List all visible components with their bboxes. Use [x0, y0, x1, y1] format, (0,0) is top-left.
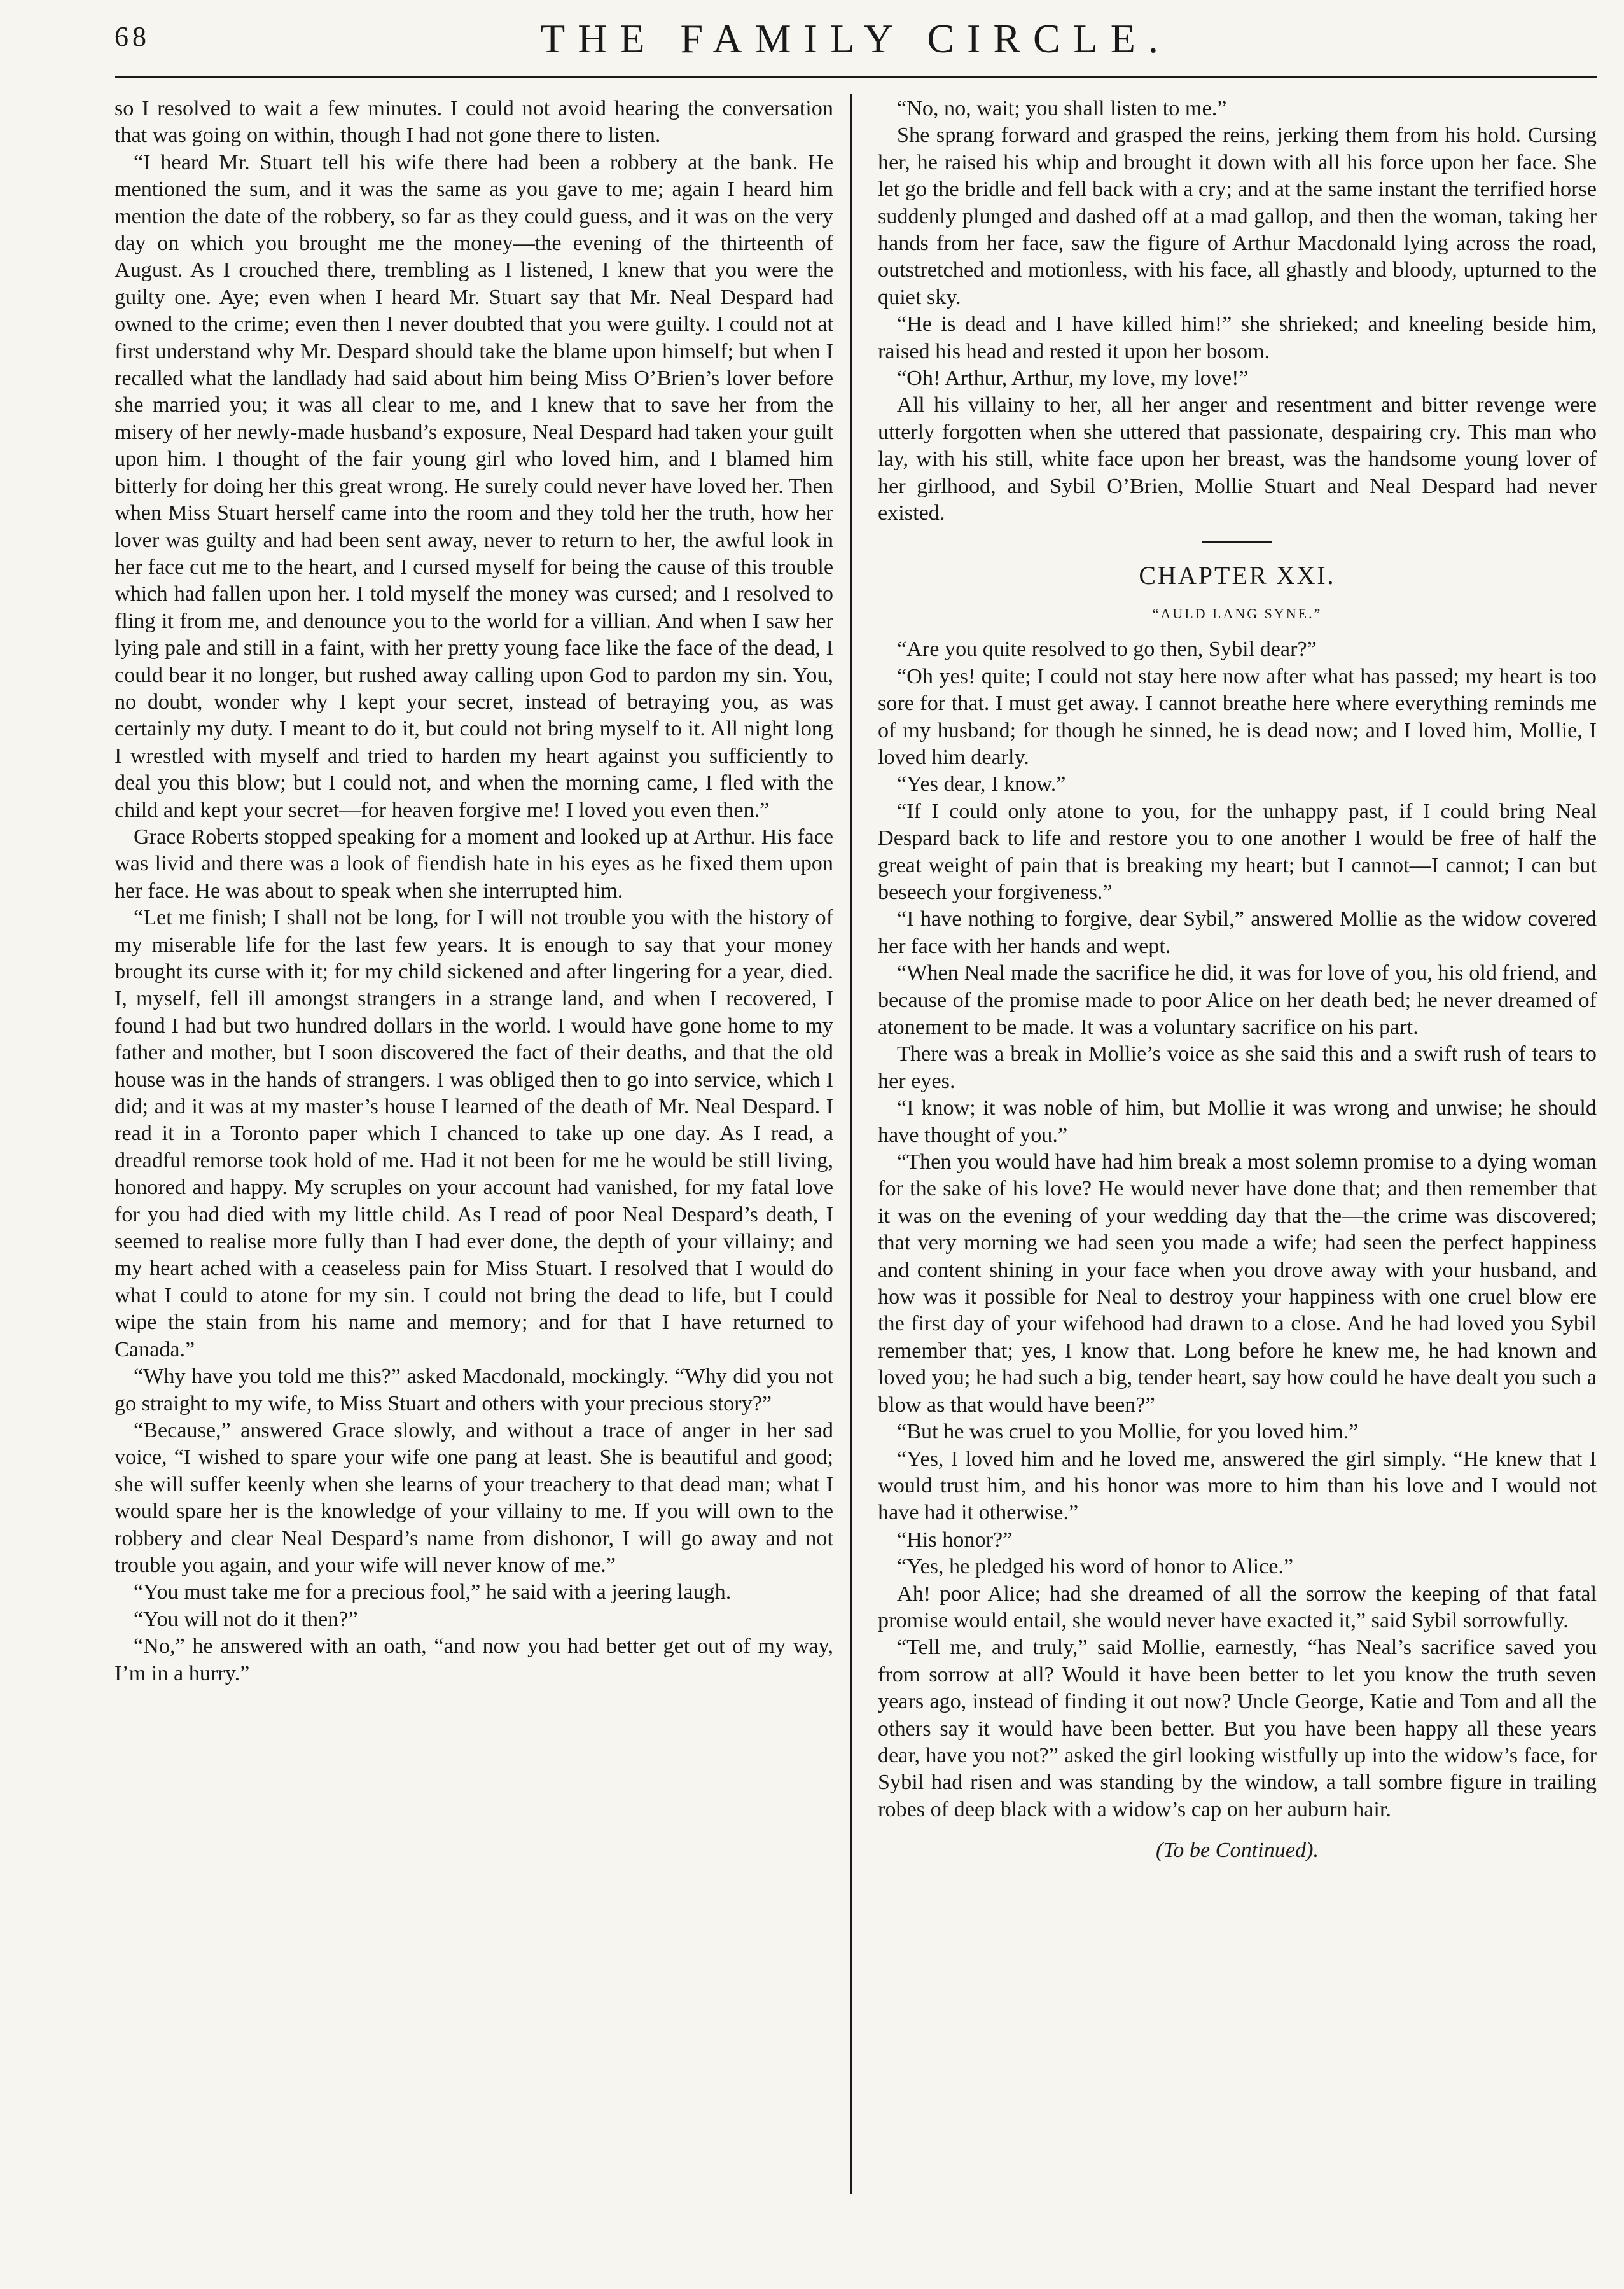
header-rule: [115, 76, 1597, 78]
paragraph: She sprang forward and grasped the reins, jerking them from his hold. Cursing her, he raised his whip and brought it down with all his force upon her face. She let go the bridle and fell back with a cry; and at the same instant the terrified horse suddenly plunged and dashed off at a mad gallop, and then the woman, taking her hands from her face, saw the figure of Arthur Macdonald lying across the road, outstretched and motionless, with his face, all ghastly and bloody, upturned to the quiet sky.: [878, 123, 1597, 309]
paragraph: “Tell me, and truly,” said Mollie, earnestly, “has Neal’s sacrifice saved you from sorrow at all? Would it have been better to let you know the truth seven years ago, instead of finding it out now? Uncle George, Katie and Tom and all the others say it would have been better. But you have been happy all these years dear, have you not?” asked the girl looking wistfully up into the widow’s face, for Sybil had risen and was standing by the window, a tall sombre figure in trailing robes of deep black with a widow’s cap on her auburn hair.: [878, 1636, 1597, 1821]
paragraph: “You must take me for a precious fool,” he said with a jeering laugh.: [134, 1580, 732, 1604]
paragraph: Grace Roberts stopped speaking for a moment and looked up at Arthur. His face was livid and there was a look of fiendish hate in his eyes as he fixed them upon her face. He was about to speak when she interrupted him.: [115, 824, 833, 903]
paragraph: All his villainy to her, all her anger and resentment and bitter revenge were utterly forgotten when she uttered that passionate, despairing cry. This man who lay, with his still, white face upon her breast, was the handsome young lover of her girlhood, and Sybil O’Brien, Mollie Stuart and Neal Despard had never existed.: [878, 393, 1597, 525]
paragraph: “Yes dear, I know.”: [897, 772, 1066, 797]
paragraph: “Let me finish; I shall not be long, for I will not trouble you with the history of my miserable life for the last few years. It is enough to say that your money brought its curse with it; for my child sickened and after lingering for a year, died. I, myself, fell ill amongst strangers in a strange land, and when I recovered, I found I had but two hundred dollars in the world. I would have gone home to my father and mother, but I soon discovered the fact of their deaths, and that the old house was in the hands of strangers. I was obliged then to go into service, which I did; and it was at my master’s house I learned of the death of Mr. Neal Despard. I read it in a Toronto paper which I chanced to take up one day. As I read, a dreadful remorse took hold of me. Had it not been for me he would be still living, honored and happy. My scruples on your account had vanished, for my fatal love for you had died with my little child. As I read of poor Neal Despard’s death, I seemed to realise more fully than I had ever done, the depth of your villainy; and my heart ached with a ceaseless pain for Miss Stuart. I resolved that I would do what I could to atone for my sin. I could not bring the dead to life, but I could wipe the stain from his name and memory; and for that I have returned to Canada.”: [115, 906, 833, 1361]
paragraph: “Oh yes! quite; I could not stay here now after what has passed; my heart is too sore for that. I must get away. I cannot breathe here where everything reminds me of my husband; for though he sinned, he is dead now; and I loved him, Mollie, I loved him dearly.: [878, 664, 1597, 769]
right-column: [878, 95, 1597, 1865]
left-column: [115, 95, 833, 1687]
paragraph: “No,” he answered with an oath, “and now you had better get out of my way, I’m in a hurry.”: [115, 1634, 833, 1685]
paragraph: “Then you would have had him break a most solemn promise to a dying woman for the sake of his love? He would never have done that; and then remember that it was on the evening of your wedding day that the—the crime was discovered; that very morning we had seen you made a wife; had seen the perfect happiness and content shining in your face when you drove away with your husband, and how was it possible for Neal to destroy your happiness with one cruel blow ere the first day of your wifehood had drawn to a close. And he had loved you Sybil remember that; yes, I know that. Long before he knew me, he had known and loved you; he had such a big, tender heart, say how could he have dealt you such a blow as that would have been?”: [878, 1150, 1597, 1417]
paragraph: “Are you quite resolved to go then, Sybil dear?”: [897, 637, 1317, 662]
paragraph: “I know; it was noble of him, but Mollie it was wrong and unwise; he should have thought of you.”: [878, 1096, 1597, 1147]
page-header: [115, 6, 1597, 76]
paragraph: “When Neal made the sacrifice he did, it was for love of you, his old friend, and because of the promise made to poor Alice on her death bed; he never dreamed of atonement to be made. It was a voluntary sacrifice on his part.: [878, 961, 1597, 1039]
chapter-heading: CHAPTER XXI.: [1139, 560, 1336, 590]
paragraph: “Yes, I loved him and he loved me, answered the girl simply. “He knew that I would trust him, and his honor was more to him than his love and I would not have had it otherwise.”: [878, 1447, 1597, 1525]
to-be-continued-note: (To be Continued).: [1155, 1839, 1319, 1863]
column-divider: [850, 94, 852, 2194]
paragraph: There was a break in Mollie’s voice as she said this and a swift rush of tears to her eyes.: [878, 1042, 1597, 1093]
paragraph: “But he was cruel to you Mollie, for you loved him.”: [897, 1420, 1359, 1444]
section-rule: [1202, 541, 1272, 543]
paragraph: “No, no, wait; you shall listen to me.”: [897, 97, 1227, 120]
paragraph: “Why have you told me this?” asked Macdonald, mockingly. “Why did you not go straight to my wife, to Miss Stuart and others with your precious story?”: [115, 1365, 833, 1416]
paragraph: “His honor?”: [897, 1527, 1013, 1552]
paragraph: Ah! poor Alice; had she dreamed of all the sorrow the keeping of that fatal promise would entail, she would never have exacted it,” said Sybil sorrowfully.: [878, 1582, 1597, 1632]
page-number: 68: [115, 21, 150, 52]
chapter-subtitle: “AULD LANG SYNE.”: [1152, 605, 1322, 622]
paragraph: “Yes, he pledged his word of honor to Alice.”: [897, 1555, 1294, 1579]
paragraph: “Oh! Arthur, Arthur, my love, my love!”: [897, 366, 1249, 391]
paragraph: “He is dead and I have killed him!” she shrieked; and kneeling beside him, raised his head and rested it upon her bosom.: [878, 312, 1597, 363]
paragraph: “I heard Mr. Stuart tell his wife there had been a robbery at the bank. He mentioned the sum, and it was the same as you gave to me; again I heard him mention the date of the robbery, so far as they could guess, and it was on the very day on which you brought me the money—the evening of the thirteenth of August. As I crouched there, trembling as I listened, I knew that you were the guilty one. Aye; even when I heard Mr. Stuart say that Mr. Neal Despard had owned to the crime; even then I never doubted that you were guilty. I could not at first understand why Mr. Despard should take the blame upon himself; but when I recalled what the landlady had said about him being Miss O’Brien’s lover before she married you; it was all clear to me, and I knew that to save her from the misery of her newly-made husband’s exposure, Neal Despard had taken your guilt upon him. I thought of the fair young girl who loved him, and I blamed him bitterly for doing her this great wrong. He surely could never have loved her. Then when Miss Stuart herself came into the room and they told her the truth, how her lover was guilty and had been sent away, never to return to her, the awful look in her face cut me to the heart, and I cursed myself for being the cause of this trouble which had fallen upon her. I told myself the money was cursed; and I resolved to fling it from me, and denounce you to the world for a villian. And when I saw her lying pale and still in a faint, with her pretty young face like the face of the dead, I could bear it no longer, but rushed away calling upon God to pardon my sin. You, no doubt, wonder why I kept your secret, instead of betraying you, as was certainly my duty. I meant to do it, but could not bring myself to it. All night long I wrestled with myself and tried to harden my heart against you sufficiently to deal you this blow; but I could not, and when the morning came, I fled with the child and kept your secret—for heaven forgive me! I loved you even then.”: [115, 150, 833, 822]
paragraph: “If I could only atone to you, for the unhappy past, if I could bring Neal Despard back to life and restore you to one another I would be free of half the great weight of pain that is breaking my heart; but I cannot—I cannot; I can but beseech your forgiveness.”: [878, 799, 1597, 904]
running-title: THE FAMILY CIRCLE.: [540, 16, 1171, 61]
paragraph: so I resolved to wait a few minutes. I could not avoid hearing the conversation that was going on within, though I had not gone there to listen.: [115, 97, 833, 148]
paragraph: “I have nothing to forgive, dear Sybil,” answered Mollie as the widow covered her face with her hands and wept.: [878, 907, 1597, 958]
paragraph: “Because,” answered Grace slowly, and without a trace of anger in her sad voice, “I wished to spare your wife one pang at least. She is beautiful and good; she will suffer keenly when she learns of your treachery to that dead man; what I would spare her is the knowledge of your villainy to me. If you will own to the robbery and clear Neal Despard’s name from dishonor, I will go away and not trouble you again, and your wife will never know of me.”: [115, 1418, 833, 1577]
paragraph: “You will not do it then?”: [134, 1607, 358, 1631]
